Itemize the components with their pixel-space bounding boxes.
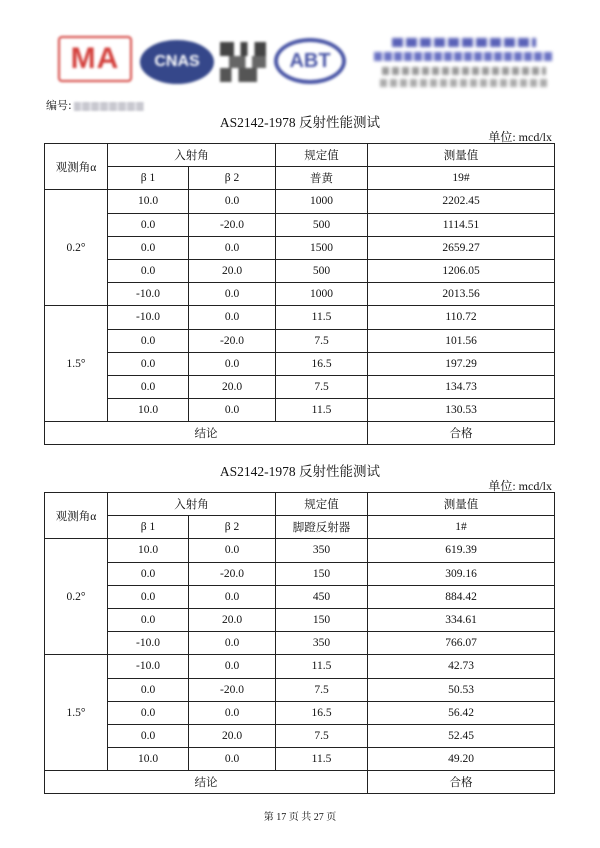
table-1-unit: 单位: mcd/lx <box>488 130 552 144</box>
table-row <box>45 562 555 585</box>
sample-header: 1# <box>368 516 555 539</box>
beta2-cell: 20.0 <box>189 375 276 398</box>
beta2-cell: -20.0 <box>189 329 276 352</box>
measured-cell: 2202.45 <box>368 190 555 213</box>
measured-cell: 1114.51 <box>368 213 555 236</box>
observation-angle-header: 观测角α <box>45 144 108 190</box>
beta2-cell: 0.0 <box>189 190 276 213</box>
color-header: 脚蹬反射器 <box>276 516 368 539</box>
table-row <box>45 283 555 306</box>
measured-cell: 334.61 <box>368 608 555 631</box>
beta2-cell: -20.0 <box>189 213 276 236</box>
table-row <box>45 259 555 282</box>
measured-cell: 49.20 <box>368 748 555 771</box>
beta2-cell: 0.0 <box>189 655 276 678</box>
beta2-cell: 0.0 <box>189 399 276 422</box>
cnas-logo: CNAS <box>140 40 214 84</box>
beta1-cell: 0.0 <box>108 608 189 631</box>
beta1-cell: 10.0 <box>108 539 189 562</box>
subheader-row <box>45 167 555 190</box>
serial-redacted <box>74 102 144 111</box>
alpha-cell: 1.5° <box>45 655 108 771</box>
incidence-angle-header: 入射角 <box>108 493 276 516</box>
table-row <box>45 190 555 213</box>
conclusion-row <box>45 771 555 794</box>
beta1-cell: 0.0 <box>108 701 189 724</box>
beta1-cell: 0.0 <box>108 259 189 282</box>
beta2-cell: 20.0 <box>189 259 276 282</box>
measured-cell: 2013.56 <box>368 283 555 306</box>
observation-angle-header: 观测角α <box>45 493 108 539</box>
measured-cell: 56.42 <box>368 701 555 724</box>
table-row <box>45 399 555 422</box>
conclusion-value: 合格 <box>368 771 555 794</box>
beta1-cell: 0.0 <box>108 375 189 398</box>
conclusion-row <box>45 422 555 445</box>
beta2-header: β 2 <box>189 167 276 190</box>
page-number: 第 17 页 共 27 页 <box>263 812 337 823</box>
table-row <box>45 701 555 724</box>
spec-cell: 7.5 <box>276 375 368 398</box>
spec-cell: 500 <box>276 259 368 282</box>
table-row <box>45 306 555 329</box>
table-row <box>45 375 555 398</box>
beta2-cell: 0.0 <box>189 236 276 259</box>
beta1-cell: 0.0 <box>108 562 189 585</box>
measured-cell: 1206.05 <box>368 259 555 282</box>
table-1 <box>44 143 555 445</box>
serial-label: 编号: <box>46 99 72 112</box>
header-row <box>45 144 555 167</box>
spec-cell: 150 <box>276 608 368 631</box>
incidence-angle-header: 入射角 <box>108 144 276 167</box>
cma-logo: MA <box>58 36 132 82</box>
beta2-cell: 20.0 <box>189 608 276 631</box>
table-row <box>45 724 555 747</box>
spec-cell: 1500 <box>276 236 368 259</box>
header-row <box>45 493 555 516</box>
beta1-cell: 10.0 <box>108 399 189 422</box>
table-row <box>45 352 555 375</box>
spec-cell: 11.5 <box>276 748 368 771</box>
spec-value-header: 规定值 <box>276 493 368 516</box>
beta1-cell: 0.0 <box>108 352 189 375</box>
spec-cell: 11.5 <box>276 306 368 329</box>
beta2-cell: -20.0 <box>189 562 276 585</box>
measured-cell: 197.29 <box>368 352 555 375</box>
table-row <box>45 678 555 701</box>
beta2-cell: 0.0 <box>189 748 276 771</box>
lab-name-logo <box>374 38 554 86</box>
beta2-cell: 0.0 <box>189 539 276 562</box>
beta2-cell: -20.0 <box>189 678 276 701</box>
spec-cell: 7.5 <box>276 329 368 352</box>
conclusion-value: 合格 <box>368 422 555 445</box>
alpha-cell: 0.2° <box>45 539 108 655</box>
beta2-cell: 0.0 <box>189 632 276 655</box>
measured-cell: 766.07 <box>368 632 555 655</box>
table-1-title: AS2142-1978 反射性能测试 <box>219 115 381 130</box>
measured-cell: 52.45 <box>368 724 555 747</box>
qr-code-icon <box>220 42 266 82</box>
measured-cell: 50.53 <box>368 678 555 701</box>
spec-cell: 500 <box>276 213 368 236</box>
abt-logo: ABT <box>274 38 346 84</box>
beta1-cell: 10.0 <box>108 748 189 771</box>
table-row <box>45 539 555 562</box>
beta1-cell: 0.0 <box>108 329 189 352</box>
spec-cell: 7.5 <box>276 724 368 747</box>
beta2-cell: 0.0 <box>189 283 276 306</box>
spec-cell: 1000 <box>276 190 368 213</box>
beta2-cell: 20.0 <box>189 724 276 747</box>
measured-cell: 134.73 <box>368 375 555 398</box>
spec-cell: 350 <box>276 539 368 562</box>
table-row <box>45 655 555 678</box>
spec-cell: 11.5 <box>276 655 368 678</box>
table-2 <box>44 492 555 794</box>
color-header: 普黄 <box>276 167 368 190</box>
beta2-header: β 2 <box>189 516 276 539</box>
measured-value-header: 测量值 <box>368 144 555 167</box>
table-row <box>45 329 555 352</box>
spec-value-header: 规定值 <box>276 144 368 167</box>
measured-cell: 619.39 <box>368 539 555 562</box>
measured-value-header: 测量值 <box>368 493 555 516</box>
spec-cell: 16.5 <box>276 701 368 724</box>
spec-cell: 450 <box>276 585 368 608</box>
conclusion-label: 结论 <box>45 771 368 794</box>
beta2-cell: 0.0 <box>189 306 276 329</box>
measured-cell: 42.73 <box>368 655 555 678</box>
alpha-cell: 1.5° <box>45 306 108 422</box>
table-row <box>45 608 555 631</box>
beta2-cell: 0.0 <box>189 352 276 375</box>
spec-cell: 1000 <box>276 283 368 306</box>
beta1-cell: 0.0 <box>108 585 189 608</box>
subheader-row <box>45 516 555 539</box>
spec-cell: 16.5 <box>276 352 368 375</box>
alpha-cell: 0.2° <box>45 190 108 306</box>
spec-cell: 11.5 <box>276 399 368 422</box>
spec-cell: 7.5 <box>276 678 368 701</box>
beta2-cell: 0.0 <box>189 701 276 724</box>
table-row <box>45 585 555 608</box>
measured-cell: 110.72 <box>368 306 555 329</box>
beta1-cell: 0.0 <box>108 724 189 747</box>
table-2-title: AS2142-1978 反射性能测试 <box>219 464 381 479</box>
beta1-cell: -10.0 <box>108 306 189 329</box>
beta1-cell: 0.0 <box>108 213 189 236</box>
beta1-cell: -10.0 <box>108 632 189 655</box>
beta1-cell: 0.0 <box>108 678 189 701</box>
beta1-cell: 0.0 <box>108 236 189 259</box>
spec-cell: 150 <box>276 562 368 585</box>
measured-cell: 2659.27 <box>368 236 555 259</box>
beta1-cell: 10.0 <box>108 190 189 213</box>
table-row <box>45 632 555 655</box>
table-row <box>45 748 555 771</box>
measured-cell: 101.56 <box>368 329 555 352</box>
measured-cell: 884.42 <box>368 585 555 608</box>
table-2-unit: 单位: mcd/lx <box>488 479 552 493</box>
measured-cell: 309.16 <box>368 562 555 585</box>
conclusion-label: 结论 <box>45 422 368 445</box>
sample-header: 19# <box>368 167 555 190</box>
beta2-cell: 0.0 <box>189 585 276 608</box>
table-row <box>45 236 555 259</box>
beta1-cell: -10.0 <box>108 655 189 678</box>
table-row <box>45 213 555 236</box>
beta1-header: β 1 <box>108 167 189 190</box>
spec-cell: 350 <box>276 632 368 655</box>
measured-cell: 130.53 <box>368 399 555 422</box>
beta1-header: β 1 <box>108 516 189 539</box>
beta1-cell: -10.0 <box>108 283 189 306</box>
